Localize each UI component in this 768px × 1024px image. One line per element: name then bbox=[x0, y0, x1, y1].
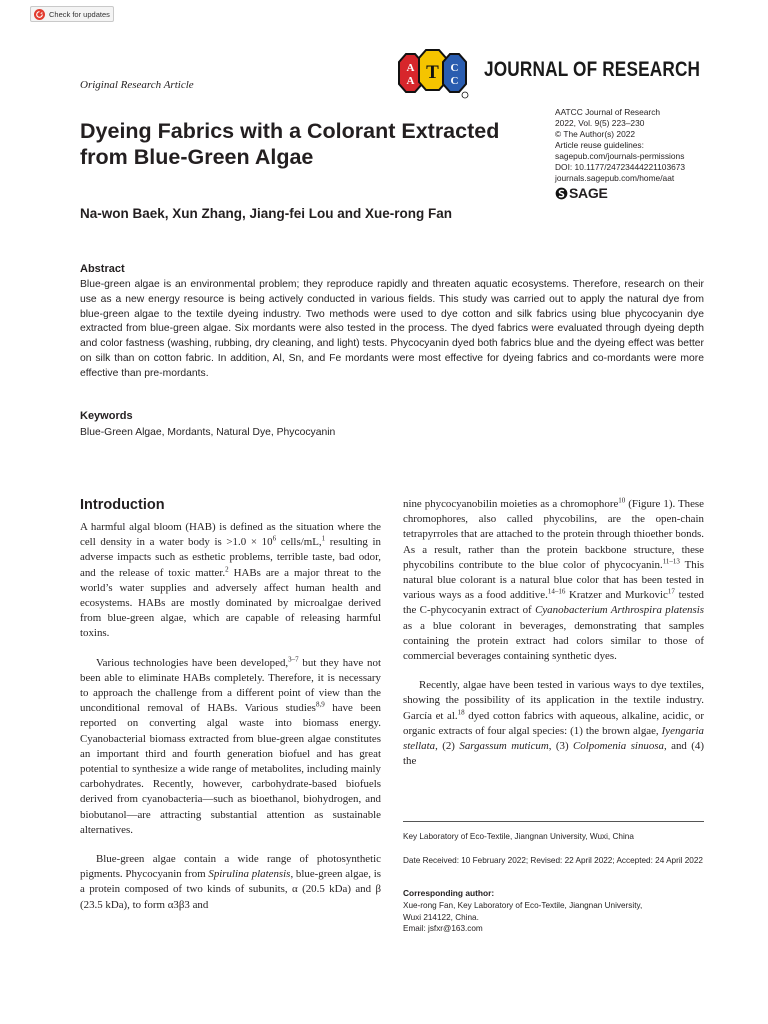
paragraph: Recently, algae have been tested in various ways to dye textiles, showing the possibility of its application in the textile industry. García et al.$^{18}$ dyed cotton fabrics with aqueous, alkaline, acidic, or organic extracts of four algal species: (1) the brown algae, Iyengaria stellata, (2) Sargassum muticum, (3) Colpomenia sinuosa, and (4) the bbox=[403, 679, 705, 768]
keywords-text: Blue-Green Algae, Mordants, Natural Dye, Phycocyanin bbox=[80, 427, 336, 438]
journal-name: JOURNAL OF RESEARCH bbox=[484, 58, 701, 81]
meta-doi[interactable]: DOI: 10.1177/24723444221103673 bbox=[555, 162, 686, 172]
article-dates: Date Received: 10 February 2022; Revised: 22 April 2022; Accepted: 24 April 2022 bbox=[403, 856, 703, 865]
title-line: from Blue-Green Algae bbox=[80, 145, 314, 169]
meta-link[interactable]: sagepub.com/journals-permissions bbox=[555, 151, 685, 161]
meta-line: Article reuse guidelines: bbox=[555, 140, 644, 150]
corresponding-line: Xue-rong Fan, Key Laboratory of Eco-Textile, Jiangnan University, bbox=[403, 901, 643, 910]
logo-letter-5: C bbox=[450, 75, 459, 87]
keywords-heading: Keywords bbox=[80, 410, 133, 422]
meta-line: AATCC Journal of Research bbox=[555, 107, 661, 117]
body-column-right bbox=[403, 497, 704, 769]
journal-meta bbox=[555, 107, 755, 184]
authors: Na-won Baek, Xun Zhang, Jiang-fei Lou and Xue-rong Fan bbox=[80, 206, 453, 221]
sage-logo bbox=[555, 185, 607, 201]
check-for-updates-label: Check for updates bbox=[49, 9, 110, 19]
title-line: Dyeing Fabrics with a Colorant Extracted bbox=[80, 119, 500, 143]
affiliation: Key Laboratory of Eco-Textile, Jiangnan University, Wuxi, China bbox=[403, 832, 634, 841]
meta-line: 2022, Vol. 9(5) 223–230 bbox=[555, 118, 645, 128]
introduction-heading: Introduction bbox=[80, 497, 165, 513]
sage-mark-icon bbox=[555, 187, 568, 200]
body-column-left bbox=[80, 520, 381, 913]
paragraph: nine phycocyanobilin moieties as a chromophore$^{10}$ (Figure 1). These chromophores, also called phycobilins, are the open-chain tetrapyrroles that are attached to the protein through thioether bonds. As a result, rather than the protein backbone structure, these phycobilins contribute to the blue color of phycocyanin.$^{11-13}$ This natural blue colorant is a natural blue color that has been tested in various ways as a food additive.$^{14-16}$ Kratzer and Murkovic$^{17}$ tested the C-phycocyanin extract of Cyanobacterium Arthrospira platensis as a blue colorant in beverages, demonstrating that samples containing the protein extract had colors similar to those of commercial beverages containing synthetic dyes. bbox=[403, 496, 705, 663]
meta-link[interactable]: journals.sagepub.com/home/aat bbox=[555, 173, 675, 183]
logo-letter-2: A bbox=[406, 75, 415, 87]
check-for-updates-badge[interactable] bbox=[30, 6, 114, 22]
paragraph: A harmful algal bloom (HAB) is defined as the situation where the cell density in a water body is $>1.0 \times 10^6$ cells/mL,$^1$ resulting in adverse impacts such as esthetic problems, terrible taste, bad odor, and the release of toxic matter.$^2$ HABs are a major threat to the world’s water supplies and adversely affect human health and ecosystems. HABs are mostly dominated by microalgae derived from blue-green algae, which are capable of releasing harmful toxins. bbox=[80, 521, 382, 640]
corresponding-line: Wuxi 214122, China. bbox=[403, 912, 479, 922]
footnote-divider bbox=[403, 821, 704, 822]
aatcc-logo bbox=[396, 46, 470, 105]
logo-letter-3: T bbox=[426, 62, 439, 83]
article-type: Original Research Article bbox=[80, 79, 194, 91]
logo-letter-4: C bbox=[450, 62, 459, 74]
corresponding-author-heading: Corresponding author: bbox=[403, 888, 495, 898]
meta-line: © The Author(s) 2022 bbox=[555, 129, 636, 139]
sage-wordmark: SAGE bbox=[569, 185, 608, 201]
abstract-text: Blue-green algae is an environmental problem; they reproduce rapidly and threaten aquatic ecosystems. Therefore, research on their use as a new energy resource is being actively conducted in various fields. This study was carried out to apply the natural dye from blue-green algae to the textile dyeing industry. Two methods were used to dye cotton and silk fabrics using blue phycocyanin dye extracted from blue-green algae. Six mordants were also tested in the process. The dyed fabrics were evaluated through dyeing depth and color fastness (washing, rubbing, dry cleaning, and light) tests. Phycocyanin dyed both fabrics blue and the dyeing effect was better on silk than on cotton fabric. In addition, Al, Sn, and Fe mordants were most effective for dyeing fabrics and co-mordants were more effective than pre-mordants. bbox=[80, 279, 704, 379]
logo-letter-1: A bbox=[406, 62, 415, 74]
abstract-heading: Abstract bbox=[80, 263, 125, 275]
paragraph: Various technologies have been developed,$^{3-7}$ but they have not been able to eliminate HABs completely. Therefore, it is necessary to approach the challenge from a different point of view than the unconditional removal of HABs. Various studies$^{8,9}$ have been reported on converting algal waste into biomass energy. Cyanobacterial biomass extracted from blue-green algae constitutes an important third and fourth generation biofuel and has great potential to synthesize a wide range of metabolites, including mainly carbohydrates. Recently, however, carbohydrate-based biofuels derived from cyanobacteria—such as bioethanol, biohydrogen, and biobutanol—are attracting substantial attention as sustainable alternatives. bbox=[80, 655, 382, 836]
corresponding-email[interactable]: Email: jsfxr@163.com bbox=[403, 924, 483, 933]
refresh-icon bbox=[34, 9, 45, 20]
paragraph: Blue-green algae contain a wide range of photosynthetic pigments. Phycocyanin from Spirulina platensis, blue-green algae, is a protein composed of two kinds of subunits, α (20.5 kDa) and β (23.5 kDa), to form α3β3 and bbox=[80, 853, 381, 911]
article-title bbox=[80, 118, 550, 170]
corresponding-author-details bbox=[403, 900, 703, 935]
